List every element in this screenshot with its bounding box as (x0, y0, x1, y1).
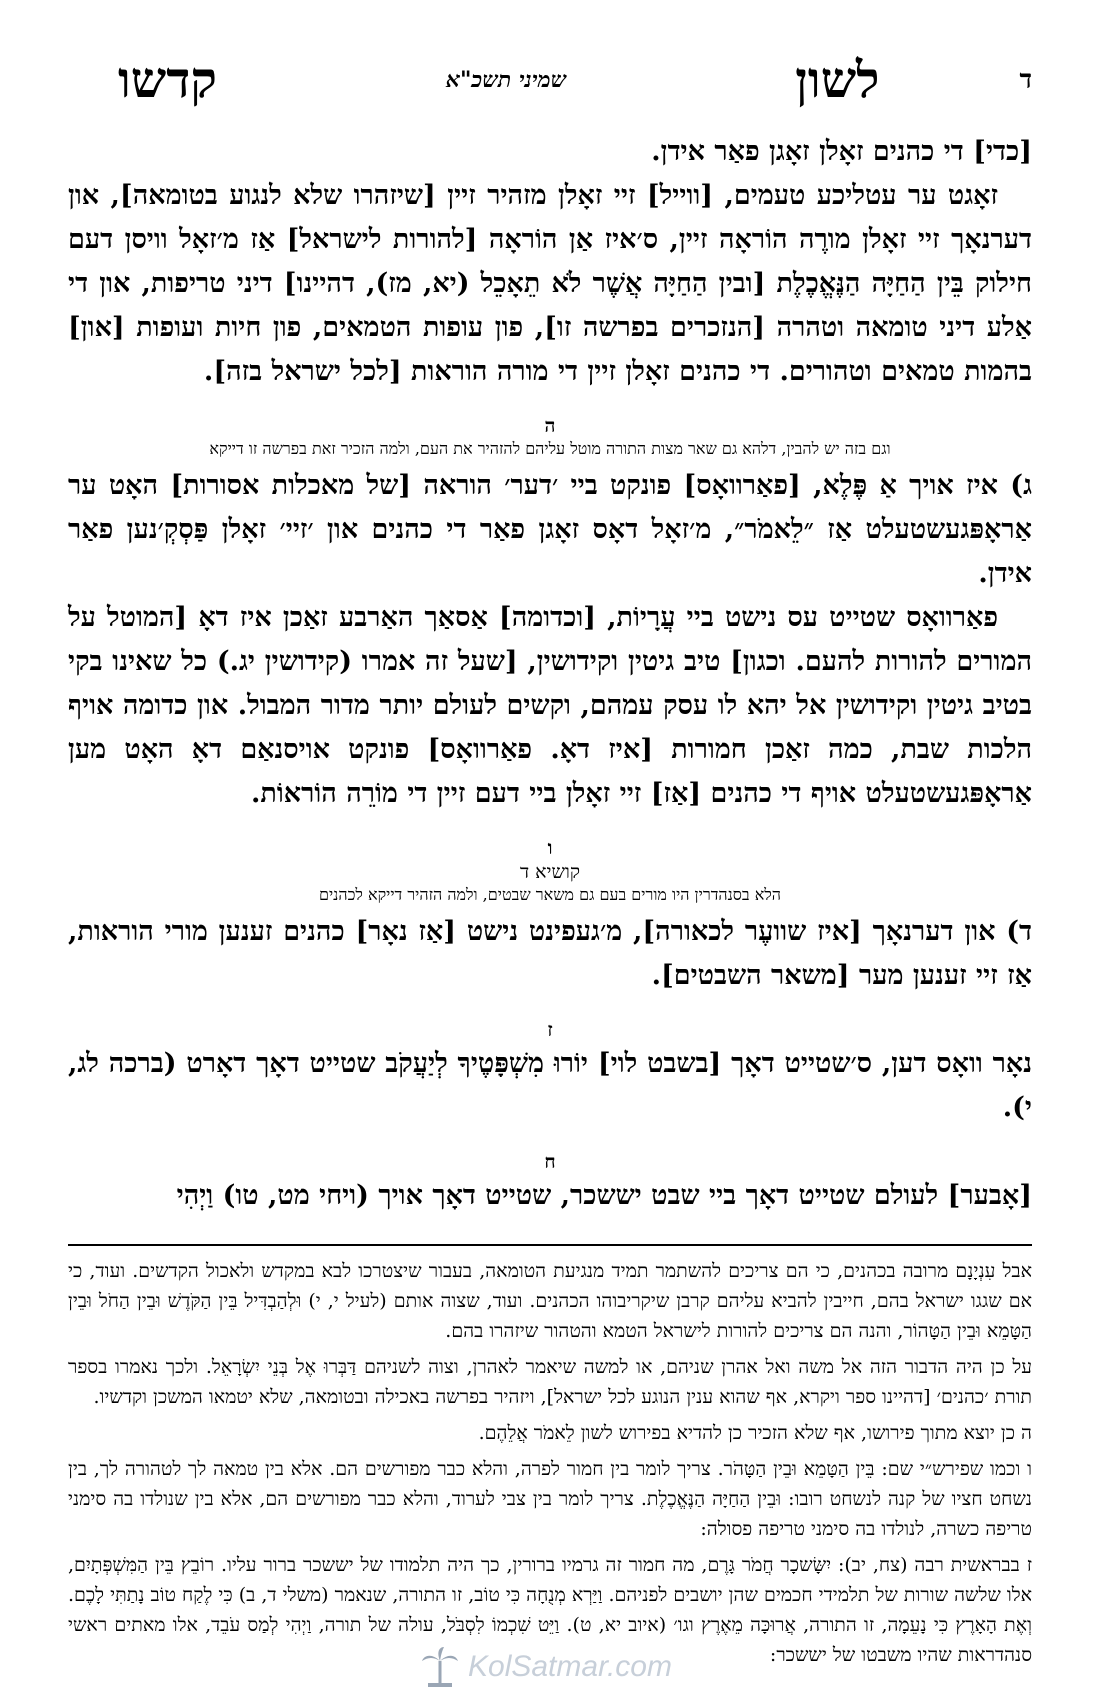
opening-line: [כדי] די כהנים זאָלן זאָגן פאַר אידן. (651, 136, 1032, 167)
header-subtitle: שמיני תשכ"א (445, 67, 567, 93)
main-text (68, 130, 1032, 1218)
section-letter-z: ז (547, 1019, 553, 1041)
palm-tree-logo-icon (420, 1645, 460, 1689)
header-right-group (795, 50, 1032, 109)
footnotes (68, 1256, 1032, 1670)
footnote-1: אבל עִנְיָנָם מרובה בכהנים, כי הם צריכים להשתמר תמיד מנגיעת הטומאה, בעבור שיצטרכו לבא במקדש ולאכול הקדשים. ועוד, כי אם שגגו ישראל בהם, חייבין להביא עליהם קרבן שיקריבוהו הכהנים. ועוד, שצוה אותם (לעיל י, י) וּלְהַבְדִּיל בֵּין הַקֹּדֶשׁ וּבֵין הַחֹל וּבֵין הַטָּמֵא וּבֵין הַטָּהוֹר, והנה הם צריכים להורות לישראל הטמא והטהור שיזהרו בהם. (68, 1260, 1032, 1342)
section-note-v: הלא בסנהדרין היו מורים בעם גם משאר שבטים, ולמה הזהיר דייקא לכהנים (319, 885, 781, 904)
page-number-letter: ד (1019, 65, 1032, 95)
footnote-5: ז בבראשית רבה (צח, יב): יִשָּׂשכָר חֲמֹר גָּרֶם, מה חמור זה גרמיו ברורין, כך היה תלמודו של יששכר ברור עליו. רוֹבֵץ בֵּין הַמִּשְׁפְּתָיִם, אלו שלשה שורות של תלמידי חכמים שהן יושבים לפניהם. וַיַּרְא מְנֻחָה כִּי טוֹב, זו התורה, שנאמר (משלי ד, ב) כִּי לֶקַח טוֹב נָתַתִּי לָכֶם. וְאֶת הָאָרֶץ כִּי נָעֵמָה, זו התורה, אֲרוּכָּה מֵאֶרֶץ וגו׳ (איוב יא, ט). וַיֵּט שִׁכְמוֹ לִסְבֹּל, עולה של תורה, וַיְהִי לְמַס עֹבֵד, אלו מאתים ראשי סנהדראות שהיו משבטו של יששכר: (68, 1554, 1032, 1666)
section-letter-v: ו (547, 837, 553, 859)
footnote-3: ה כן יוצא מתוך פירושו, אף שלא הזכיר כן להדיא בפירוש לשון לֵאמֹר אֲלֵהֶם. (478, 1422, 1032, 1444)
watermark-text: KolSatmar.com (468, 1650, 672, 1683)
paragraph-6: [אָבער] לעולם שטייט דאָך ביי שבט יששכר, שטייט דאָך אויך (ויחי מט, טו) וַיְהִי (176, 1180, 1032, 1211)
paragraph-4: ד) און דערנאָך [איז שוועֶר לכאורה], מ׳געפינט נישט [אַז נאָר] כהנים זענען מורי הוראות, אַז זיי זענען מער [משאר השבטים]. (68, 916, 1032, 991)
paragraph-3: פאַרוואָס שטייט עס נישט ביי עֲרָיוֹת, [וכדומה] אַסאַך האַרבע זאַכן איז דאָ [המוטל על המורים להורות להעם. וכגון] טיב גיטין וקידושין, [שעל זה אמרו (קידושין יג.) כל שאינו בקי בטיב גיטין וקידושין אל יהא לו עסק עמהם, וקשים לעולם יותר מדור המבול. און כדומה אויף הלכות שבת, כמה זאַכן חמורות [איז דאָ. פאַרוואָס] פונקט אויסנאַם דאָ האָט מען אַראָפּגעשטעלט אויף די כהנים [אַז] זיי זאָלן ביי דעם זיין די מוֹרֵה הוֹראוֹת. (68, 602, 1032, 809)
header-title-right: לשון (795, 50, 880, 109)
footnote-2: על כן היה הדבור הזה אל משה ואל אהרן שניהם, או למשה שיאמר לאהרן, וצוה לשניהם דַּבְּרוּ אֶל בְּנֵי יִשְׂרָאֵל. ולכך נאמרו בספר תורת ׳כהנים׳ [דהיינו ספר ויקרא, אף שהוא ענין הנוגע לכל ישראל], ויזהיר בפרשה באכילה ובטומאה, שלא יטמאו המשכן וקדשיו. (68, 1356, 1032, 1408)
footnote-divider (68, 1244, 1032, 1246)
page-header (68, 40, 1032, 120)
section-letter-h: ה (544, 415, 556, 437)
section-note-h: וגם בזה יש להבין, דלהא גם שאר מצות התורה מוטל עליהם להזהיר את העם, ולמה הזכיר זאת בפרשה זו דייקא (209, 439, 891, 458)
paragraph-5: נאָר וואָס דען, ס׳שטייט דאָך [בשבט לוי] יוֹרוּ מִשְׁפָּטֶיךָ לְיַעֲקֹב שטייט דאָך דאָרט (ברכה לג, י). (68, 1048, 1032, 1123)
section-letter-ch: ח (544, 1151, 556, 1173)
section-title-v: קושיא ד (519, 861, 581, 883)
paragraph-1: זאָגט ער עטליכע טעמים, [ווייל] זיי זאָלן מזהיר זיין [שיזהרו שלא לנגוע בטומאה], און דערנאָך זיי זאָלן מורֶה הוֹראָה זיין, ס׳איז אַן הוֹראָה [להורות לישראל] אַז מ׳זאָל וויסן דעם חילוק בֵּין הַחַיָּה הַנֶּאֱכֶלֶת [ובין הַחַיָּה אֲשֶׁר לֹא תֵאָכֵל (יא, מז), דהיינו] דיני טריפות, און די אַלע דיני טומאה וטהרה [הנזכרים בפרשה זו], פון עופות הטמאים, פון חיות ועופות [און] בהמות טמאים וטהורים. די כהנים זאָלן זיין די מורה הוראות [לכל ישראל בזה]. (68, 180, 1033, 387)
header-left-group (118, 50, 217, 109)
paragraph-2: ג) איז אויך אַ פֶּלֶא, [פאַרוואָס] פונקט ביי ׳דער׳ הוראה [של מאכלות אסורות] האָט ער אַראָפּגעשטעלט אַז ״לֵאמֹר״, מ׳זאָל דאָס זאָגן פאַר די כהנים און ׳זיי׳ זאָלן פַּסְקְ׳נען פאַר אידן. (68, 470, 1032, 589)
header-title-left: קדשו (118, 50, 217, 109)
footnote-4: ו וכמו שפירש״י שם: בֵּין הַטָּמֵא וּבֵין הַטָּהֹר. צריך לומר בין חמור לפרה, והלא כבר מפורשים הם. אלא בין טמאה לך לטהורה לך, בין נשחט חציו של קנה לנשחט רובו: וּבֵין הַחַיָּה הַנֶּאֱכֶלֶת. צריך לומר בין צבי לערוד, והלא כבר מפורשים הם, אלא בין שנולדו בה סימני טריפה כשרה, לנולדו בה סימני טריפה פסולה: (68, 1458, 1032, 1540)
watermark (420, 1645, 672, 1689)
